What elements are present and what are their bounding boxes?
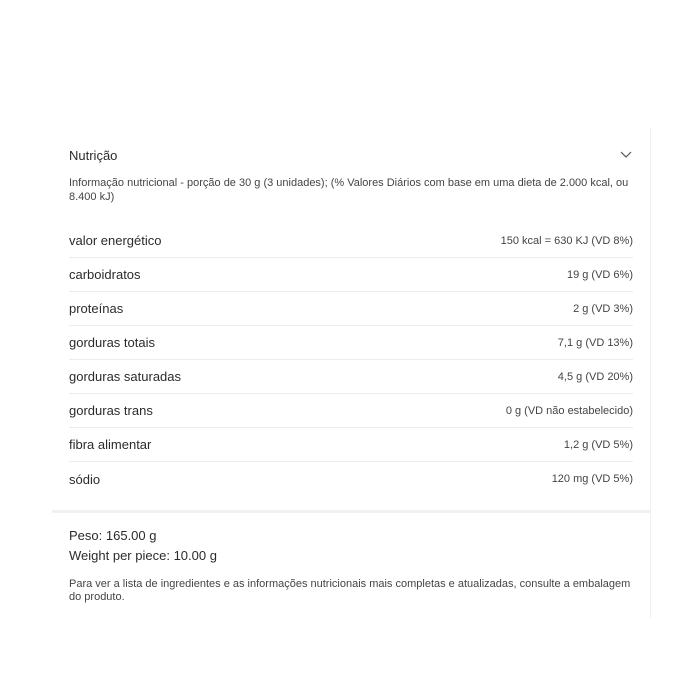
chevron-down-icon[interactable] — [619, 148, 633, 162]
piece-weight — [69, 546, 217, 566]
nutrient-label: proteínas — [69, 301, 124, 316]
nutrition-row-protein — [69, 292, 633, 326]
total-weight — [69, 526, 217, 546]
nutrient-label: carboidratos — [69, 267, 141, 282]
piece-weight-label: Weight per piece: — [69, 548, 170, 563]
weight-info — [69, 526, 217, 566]
nutrient-value: 19 g (VD 6%) — [566, 268, 633, 281]
nutrient-value: 120 mg (VD 5%) — [551, 473, 633, 485]
nutrient-value: 1,2 g (VD 5%) — [563, 438, 633, 451]
nutrition-title: Nutrição — [69, 147, 118, 163]
nutrient-label: fibra alimentar — [69, 437, 152, 452]
nutrition-panel — [52, 128, 651, 618]
ingredients-footnote: Para ver a lista de ingredientes e as informações nutricionais mais completas e atualizadas, consulte a embalagem do produto. — [69, 578, 631, 603]
piece-weight-value: 10.00 g — [173, 548, 217, 563]
nutrient-label: gorduras totais — [69, 335, 155, 350]
nutrition-row-fiber — [69, 428, 633, 462]
total-weight-value: 165.00 g — [105, 528, 157, 543]
total-weight-label: Peso: — [69, 528, 103, 543]
nutrition-row-total-fat — [69, 326, 633, 360]
nutrition-row-saturated-fat — [69, 360, 633, 394]
nutrition-table — [69, 224, 633, 496]
nutrition-intro: Informação nutricional - porção de 30 g (3 unidades); (% Valores Diários com base em uma dieta de 2.000 kcal, ou 8.400 kJ) — [69, 177, 629, 203]
section-divider — [52, 510, 650, 513]
nutrient-label: gorduras trans — [69, 403, 153, 418]
nutrition-row-energy — [69, 224, 633, 258]
nutrient-value: 4,5 g (VD 20%) — [557, 370, 633, 383]
nutrition-accordion-header[interactable] — [69, 144, 633, 166]
nutrient-label: sódio — [69, 471, 101, 487]
nutrient-value: 0 g (VD não estabelecido) — [505, 404, 633, 417]
nutrient-label: valor energético — [69, 233, 162, 248]
nutrient-value: 2 g (VD 3%) — [573, 302, 633, 315]
nutrient-value: 7,1 g (VD 13%) — [557, 336, 633, 349]
nutrition-row-trans-fat — [69, 394, 633, 428]
nutrition-row-sodium — [69, 462, 633, 496]
nutrition-row-carbs — [69, 258, 633, 292]
nutrient-label: gorduras saturadas — [69, 369, 182, 384]
nutrient-value: 150 kcal = 630 KJ (VD 8%) — [500, 234, 633, 247]
